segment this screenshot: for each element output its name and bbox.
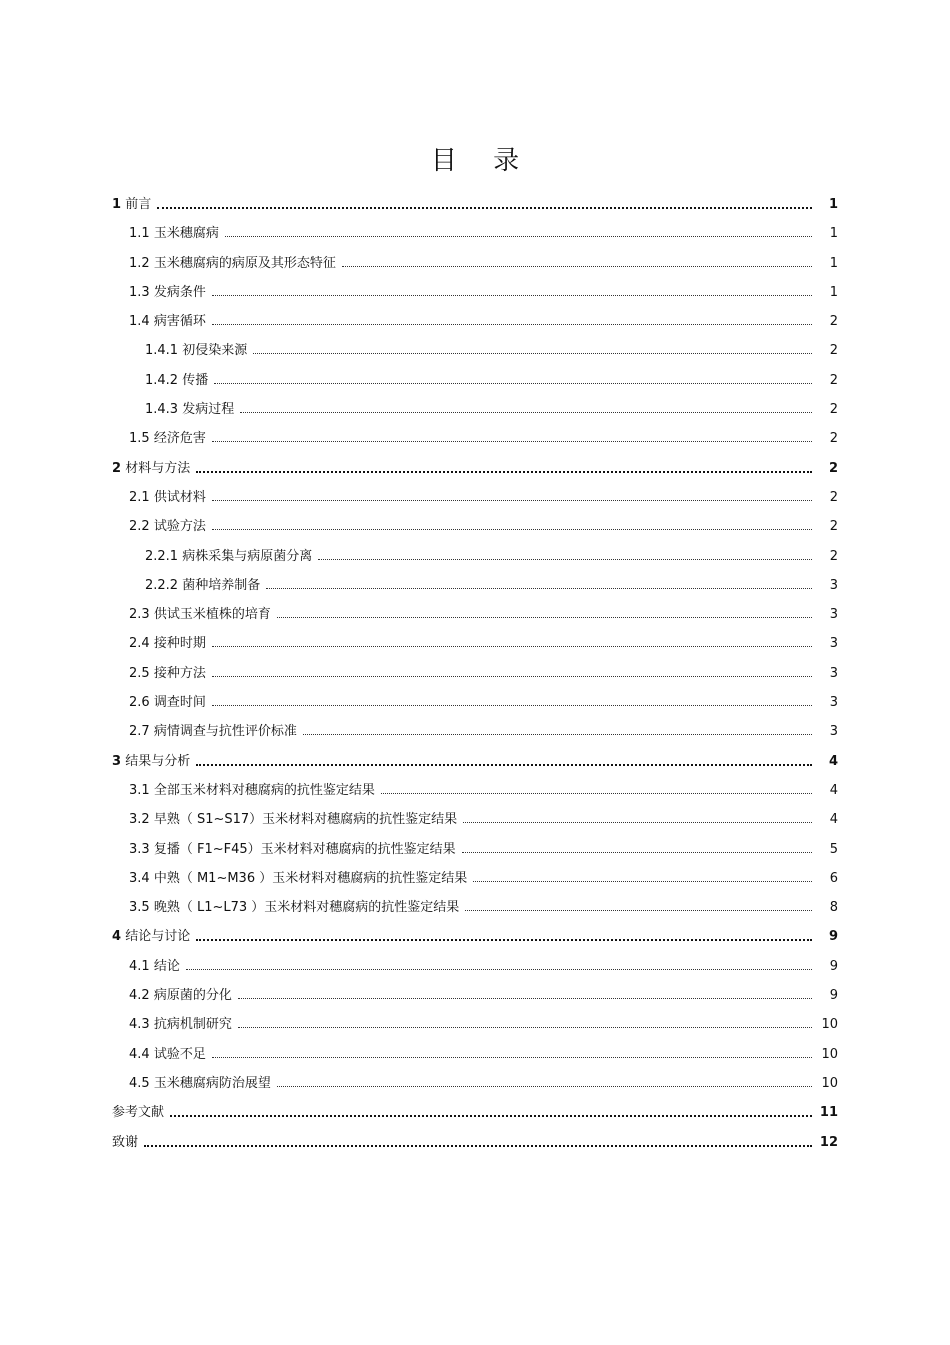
toc-entry-label: [145, 395, 240, 424]
toc-entry-number: 1.2: [129, 255, 150, 271]
toc-dot-leader: [225, 236, 812, 237]
toc-entry-text: 调查时间: [153, 695, 206, 711]
toc-dot-leader: [277, 1086, 812, 1087]
toc-dot-leader: [214, 383, 812, 384]
toc-dot-leader: [212, 500, 812, 501]
toc-entry-text: 病情调查与抗性评价标准: [153, 724, 297, 740]
toc-entry-label: [129, 864, 473, 893]
toc-entry[interactable]: [112, 981, 840, 1010]
toc-entry-number: 2.2.1: [145, 548, 179, 564]
toc-dot-leader: [462, 852, 812, 853]
toc-entry-number: 1.4.2: [145, 372, 179, 388]
toc-entry-text: 病害循环: [153, 314, 206, 330]
toc-entry-text: 抗病机制研究: [153, 1017, 232, 1033]
toc-dot-leader: [212, 676, 812, 677]
toc-dot-leader: [238, 998, 812, 999]
toc-entry[interactable]: [112, 249, 840, 278]
toc-entry-text: 玉米穗腐病的病原及其形态特征: [153, 255, 336, 271]
toc-entry-text: 供试材料: [153, 489, 206, 505]
toc-entry-number: 2.6: [129, 695, 150, 711]
toc-entry-text: 参考文献: [112, 1105, 165, 1121]
toc-entry[interactable]: [112, 1040, 840, 1069]
toc-entry[interactable]: [112, 571, 840, 600]
toc-entry-number: 1.4: [129, 314, 150, 330]
toc-entry-text: 结果与分析: [125, 753, 191, 769]
toc-entry-page: 4: [829, 812, 838, 828]
toc-entry[interactable]: [112, 483, 840, 512]
toc-entry-label: [129, 600, 277, 629]
toc-entry-label: [129, 219, 225, 248]
toc-entry[interactable]: [112, 336, 840, 365]
toc-entry-number: 2: [112, 460, 122, 476]
toc-entry-text: 接种方法: [153, 665, 206, 681]
toc-entry-page: 1: [828, 197, 838, 212]
toc-entry-number: 2.1: [129, 489, 150, 505]
toc-entry[interactable]: [112, 864, 840, 893]
toc-entry-number: 2.2.2: [145, 577, 179, 593]
toc-entry[interactable]: [112, 747, 840, 776]
toc-entry-number: 1.5: [129, 431, 150, 447]
toc-entry[interactable]: [112, 424, 840, 453]
toc-entry-number: 2.2: [129, 519, 150, 535]
toc-entry[interactable]: [112, 307, 840, 336]
toc-entry-text: 经济危害: [153, 431, 206, 447]
toc-dot-leader: [144, 1145, 812, 1147]
toc-entry-label: [129, 952, 186, 981]
toc-dot-leader: [170, 1115, 812, 1117]
toc-entry-page: 2: [829, 343, 838, 359]
toc-entry-label: [129, 981, 238, 1010]
toc-entry-text: 玉米穗腐病防治展望: [153, 1075, 271, 1091]
toc-dot-leader: [212, 646, 812, 647]
toc-entry-label: [112, 922, 196, 951]
toc-entry[interactable]: [112, 190, 840, 219]
toc-entry-page: 10: [821, 1046, 838, 1062]
toc-entry[interactable]: [112, 1010, 840, 1039]
toc-dot-leader: [212, 1057, 812, 1058]
toc-entry-page: 3: [829, 636, 838, 652]
toc-entry[interactable]: [112, 776, 840, 805]
toc-entry[interactable]: [112, 366, 840, 395]
toc-entry[interactable]: [112, 688, 840, 717]
toc-entry-text: 病原菌的分化: [153, 988, 232, 1004]
toc-entry[interactable]: [112, 512, 840, 541]
toc-entry-text: 接种时期: [153, 636, 206, 652]
toc-entry-label: [112, 747, 196, 776]
toc-entry-page: 2: [828, 460, 838, 476]
toc-entry-number: 1.3: [129, 284, 150, 300]
toc-dot-leader: [318, 559, 812, 560]
toc-entry-label: [112, 190, 157, 219]
toc-dot-leader: [381, 793, 812, 794]
toc-entry-label: [112, 454, 196, 483]
toc-entry-label: [129, 835, 462, 864]
toc-entry-number: 2.7: [129, 724, 150, 740]
toc-entry[interactable]: [112, 542, 840, 571]
toc-entry-page: 9: [829, 988, 838, 1004]
toc-entry-number: 4.3: [129, 1017, 150, 1033]
toc-entry-number: 1.4.1: [145, 343, 179, 359]
toc-entry[interactable]: [112, 454, 840, 483]
toc-entry-text: 供试玉米植株的培育: [153, 607, 271, 623]
toc-entry-label: [112, 1128, 144, 1157]
toc-dot-leader: [473, 881, 812, 882]
toc-entry-text: 发病条件: [153, 284, 206, 300]
toc-dot-leader: [277, 617, 812, 618]
toc-entry-label: [129, 483, 212, 512]
toc-entry-label: [129, 1040, 212, 1069]
toc-entry-number: 3: [112, 753, 122, 769]
toc-entry-number: 1.4.3: [145, 402, 179, 418]
toc-entry-text: 初侵染来源: [182, 343, 248, 359]
toc-entry-text: 试验方法: [153, 519, 206, 535]
toc-dot-leader: [196, 764, 812, 766]
toc-entry-label: [129, 1069, 277, 1098]
toc-entry[interactable]: [112, 893, 840, 922]
toc-entry-number: 1: [112, 197, 122, 212]
toc-entry[interactable]: [112, 717, 840, 746]
toc-entry-number: 4.5: [129, 1075, 150, 1091]
toc-entry-page: 10: [821, 1017, 838, 1033]
toc-entry-number: 4: [112, 929, 122, 945]
toc-entry-label: [145, 571, 266, 600]
toc-entry-page: 2: [829, 489, 838, 505]
toc-dot-leader: [303, 734, 812, 735]
toc-entry-label: [129, 1010, 238, 1039]
toc-entry-text: 中熟（ M1~M36 ）玉米材料对穗腐病的抗性鉴定结果: [153, 870, 468, 886]
toc-entry-page: 12: [819, 1134, 838, 1150]
toc-entry-text: 结论与讨论: [125, 929, 191, 945]
toc-entry-number: 2.5: [129, 665, 150, 681]
toc-dot-leader: [212, 529, 812, 530]
toc-entry[interactable]: [112, 952, 840, 981]
toc-entry-text: 致谢: [112, 1134, 139, 1150]
toc-entry[interactable]: [112, 1128, 840, 1157]
toc-entry-label: [129, 717, 303, 746]
toc-entry-page: 6: [829, 870, 838, 886]
toc-entry-text: 早熟（ S1~S17）玉米材料对穗腐病的抗性鉴定结果: [153, 812, 458, 828]
toc-entry-page: 2: [829, 431, 838, 447]
toc-entry-number: 4.1: [129, 958, 150, 974]
toc-entry-text: 复播（ F1~F45）玉米材料对穗腐病的抗性鉴定结果: [153, 841, 456, 857]
toc-entry-page: 2: [829, 402, 838, 418]
toc-dot-leader: [212, 295, 812, 296]
toc-entry-text: 玉米穗腐病: [153, 226, 219, 242]
toc-entry-label: [129, 307, 212, 336]
toc-entry-page: 3: [829, 724, 838, 740]
toc-dot-leader: [196, 939, 812, 941]
toc-entry-label: [129, 893, 465, 922]
toc-entry[interactable]: [112, 922, 840, 951]
toc-entry-number: 3.4: [129, 870, 150, 886]
toc-entry-page: 2: [829, 548, 838, 564]
toc-entry[interactable]: [112, 219, 840, 248]
toc-dot-leader: [342, 266, 812, 267]
toc-dot-leader: [240, 412, 812, 413]
toc-title: 目 录: [430, 146, 534, 176]
toc-entry-page: 2: [829, 372, 838, 388]
toc-entry[interactable]: [112, 835, 840, 864]
toc-entry[interactable]: [112, 805, 840, 834]
toc-entry-page: 4: [829, 782, 838, 798]
toc-dot-leader: [465, 910, 812, 911]
toc-entry-number: 3.5: [129, 900, 150, 916]
toc-entry-text: 结论: [153, 958, 180, 974]
toc-entry-page: 1: [829, 255, 838, 271]
toc-dot-leader: [196, 471, 812, 473]
toc-dot-leader: [266, 588, 812, 589]
toc-entry-number: 3.2: [129, 812, 150, 828]
toc-entry-page: 2: [829, 519, 838, 535]
toc-entry-number: 4.4: [129, 1046, 150, 1062]
toc-dot-leader: [212, 324, 812, 325]
toc-entry-page: 3: [829, 665, 838, 681]
toc-entry-label: [145, 542, 318, 571]
toc-entry-page: 5: [829, 841, 838, 857]
toc-entry-number: 2.4: [129, 636, 150, 652]
toc-entry-label: [129, 629, 212, 658]
toc-dot-leader: [157, 207, 812, 209]
toc-dot-leader: [463, 822, 812, 823]
toc-entry[interactable]: [112, 600, 840, 629]
toc-entry-label: [129, 805, 463, 834]
toc-dot-leader: [212, 441, 812, 442]
toc-entry-number: 3.3: [129, 841, 150, 857]
toc-entry-page: 1: [829, 226, 838, 242]
toc-entry-text: 材料与方法: [125, 460, 191, 476]
toc-entry[interactable]: [112, 1098, 840, 1127]
toc-entry-label: [145, 366, 214, 395]
toc-entry-text: 晚熟（ L1~L73 ）玉米材料对穗腐病的抗性鉴定结果: [153, 900, 460, 916]
toc-entry-label: [129, 659, 212, 688]
toc-entry[interactable]: [112, 395, 840, 424]
toc-entry-page: 10: [821, 1075, 838, 1091]
toc-dot-leader: [186, 969, 812, 970]
table-of-contents: [112, 190, 840, 1157]
toc-entry-number: 1.1: [129, 226, 150, 242]
toc-entry-text: 试验不足: [153, 1046, 206, 1062]
toc-entry-page: 9: [829, 958, 838, 974]
toc-entry-label: [129, 249, 342, 278]
toc-entry-label: [145, 336, 253, 365]
toc-entry-page: 2: [829, 314, 838, 330]
toc-entry-page: 11: [819, 1105, 838, 1121]
toc-entry[interactable]: [112, 1069, 840, 1098]
toc-entry-text: 病株采集与病原菌分离: [182, 548, 313, 564]
toc-entry-page: 1: [829, 284, 838, 300]
toc-entry-label: [129, 776, 381, 805]
toc-entry[interactable]: [112, 659, 840, 688]
toc-entry-text: 菌种培养制备: [182, 577, 261, 593]
toc-dot-leader: [238, 1027, 812, 1028]
toc-entry[interactable]: [112, 629, 840, 658]
toc-entry-label: [129, 512, 212, 541]
toc-entry-page: 3: [829, 577, 838, 593]
toc-entry-text: 全部玉米材料对穗腐病的抗性鉴定结果: [153, 782, 375, 798]
toc-dot-leader: [212, 705, 812, 706]
toc-entry-text: 传播: [182, 372, 209, 388]
toc-entry-number: 3.1: [129, 782, 150, 798]
toc-entry-page: 4: [828, 753, 838, 769]
toc-entry-page: 9: [828, 929, 838, 945]
toc-entry-label: [129, 278, 212, 307]
toc-entry-page: 8: [829, 900, 838, 916]
toc-entry-label: [129, 688, 212, 717]
toc-entry-number: 2.3: [129, 607, 150, 623]
toc-entry-text: 前言: [125, 197, 152, 212]
toc-dot-leader: [253, 353, 812, 354]
toc-entry-number: 4.2: [129, 988, 150, 1004]
toc-entry-page: 3: [829, 607, 838, 623]
toc-entry-text: 发病过程: [182, 402, 235, 418]
toc-entry[interactable]: [112, 278, 840, 307]
toc-entry-page: 3: [829, 695, 838, 711]
toc-entry-label: [112, 1098, 170, 1127]
toc-entry-label: [129, 424, 212, 453]
